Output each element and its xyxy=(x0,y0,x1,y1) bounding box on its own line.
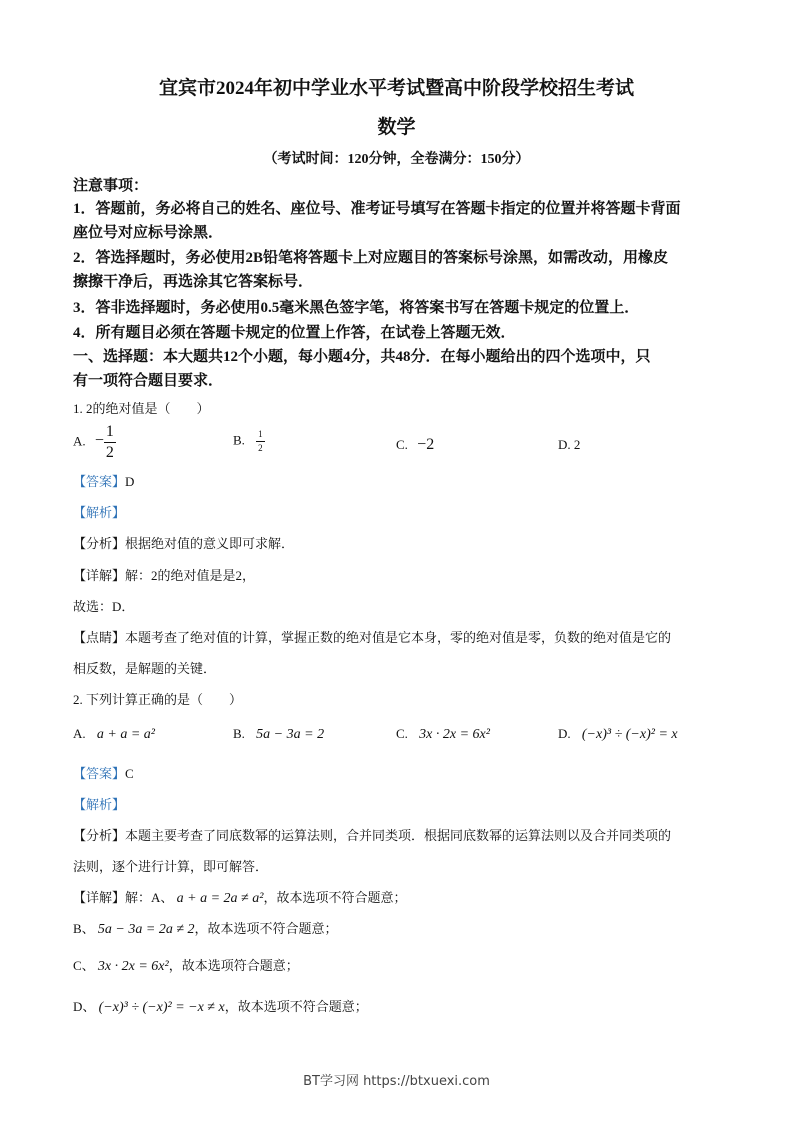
footer-watermark: BT学习网 https://btxuexi.com xyxy=(303,1074,490,1089)
option-value: −2 xyxy=(417,436,435,453)
q2-option-d xyxy=(558,726,678,743)
q2-xiangjie-a: 【详解】解：A、 a + a = 2a ≠ a²，故本选项不符合题意； xyxy=(73,890,407,906)
notice-item: 1．答题前，务必将自己的姓名、座位号、准考证号填写在答题卡指定的位置并将答题卡背面 xyxy=(73,201,681,217)
math-expression: a + a = 2a ≠ a² xyxy=(176,891,264,906)
q2-option-b xyxy=(233,726,324,743)
option-label: B. xyxy=(233,432,245,448)
answer-value: C xyxy=(125,766,134,781)
q1-dianjing: 【点睛】本题考查了绝对值的计算，掌握正数的绝对值是它本身，零的绝对值是零，负数的绝对值是它的 xyxy=(73,630,672,645)
q2-fenxi: 【分析】本题主要考查了同底数幂的运算法则，合并同类项．根据同底数幂的运算法则以及合并同类项的 xyxy=(73,828,672,843)
option-label: A. xyxy=(73,726,86,741)
notice-item: 3．答非选择题时，务必使用0.5毫米黑色签字笔，将答案书写在答题卡规定的位置上． xyxy=(73,300,640,316)
answer-tag: 【答案】 xyxy=(73,474,126,489)
q1-answer xyxy=(73,471,134,490)
q1-choice: 故选：D． xyxy=(73,599,135,614)
option-label: D. xyxy=(558,726,571,741)
q2-fenxi-cont: 法则，逐个进行计算，即可解答． xyxy=(73,859,269,874)
q1-xiangjie: 【详解】解：2的绝对值是是2， xyxy=(73,568,256,583)
notice-item: 座位号对应标号涂黑． xyxy=(73,225,224,241)
answer-value: D xyxy=(125,474,135,489)
q2-xiangjie-b: B、 5a − 3a = 2a ≠ 2，故本选项不符合题意； xyxy=(73,921,338,937)
option-value: 2 xyxy=(573,437,581,452)
fraction: $\frac{1}{2}$ xyxy=(105,423,114,461)
option-label: A. xyxy=(73,433,86,449)
minus-sign: − xyxy=(94,432,104,450)
q2-xiangjie-c: C、 3x · 2x = 6x²，故本选项符合题意； xyxy=(73,958,299,974)
exam-title: 宜宾市2024年初中学业水平考试暨高中阶段学校招生考试 xyxy=(158,78,634,99)
option-label: B. xyxy=(233,726,245,741)
section-heading-cont: 有一项符合题目要求． xyxy=(73,373,224,389)
q1-fenxi: 【分析】根据绝对值的意义即可求解． xyxy=(73,536,295,551)
option-expression: a + a = a² xyxy=(96,727,155,742)
subject-title: 数学 xyxy=(377,117,416,138)
q1-option-a xyxy=(73,424,116,461)
option-label: C. xyxy=(396,437,408,452)
q1-dianjing-cont: 相反数，是解题的关键． xyxy=(73,661,217,676)
notice-item: 擦擦干净后，再选涂其它答案标号． xyxy=(73,274,314,290)
q2-option-c xyxy=(396,726,490,743)
q2-analysis-tag: 【解析】 xyxy=(73,797,126,812)
option-expression: 3x · 2x = 6x² xyxy=(419,727,490,742)
q1-stem: 1. 2的绝对值是（ ） xyxy=(73,401,210,416)
option-label: C. xyxy=(396,726,408,741)
option-expression: 5a − 3a = 2 xyxy=(256,727,325,742)
math-expression: (−x)³ ÷ (−x)² = −x ≠ x xyxy=(98,1000,225,1015)
q1-option-c xyxy=(396,436,434,454)
q2-option-a xyxy=(73,726,155,743)
q2-stem: 2. 下列计算正确的是（ ） xyxy=(73,692,243,707)
q1-analysis-tag: 【解析】 xyxy=(73,505,126,520)
q1-option-d xyxy=(558,437,580,453)
q2-xiangjie-d: D、 (−x)³ ÷ (−x)² = −x ≠ x，故本选项不符合题意； xyxy=(73,999,368,1015)
fraction: $\frac{1}{2}$ xyxy=(258,429,263,453)
section-heading: 一、选择题：本大题共12个小题，每小题4分，共48分．在每小题给出的四个选项中，只 xyxy=(73,349,651,365)
exam-time-note: （考试时间：120分钟，全卷满分：150分） xyxy=(263,152,530,167)
option-expression: (−x)³ ÷ (−x)² = x xyxy=(581,727,678,742)
notice-item: 4．所有题目必须在答题卡规定的位置上作答，在试卷上答题无效． xyxy=(73,325,516,341)
math-expression: 3x · 2x = 6x² xyxy=(97,959,169,974)
option-label: D. xyxy=(558,437,571,452)
answer-tag: 【答案】 xyxy=(73,766,126,781)
notice-item: 2．答选择题时，务必使用2B铅笔将答题卡上对应题目的答案标号涂黑，如需改动，用橡皮 xyxy=(73,250,669,266)
q1-option-b xyxy=(233,430,265,453)
math-expression: 5a − 3a = 2a ≠ 2 xyxy=(97,922,195,937)
q2-answer xyxy=(73,763,134,782)
notice-heading: 注意事项： xyxy=(73,178,149,194)
